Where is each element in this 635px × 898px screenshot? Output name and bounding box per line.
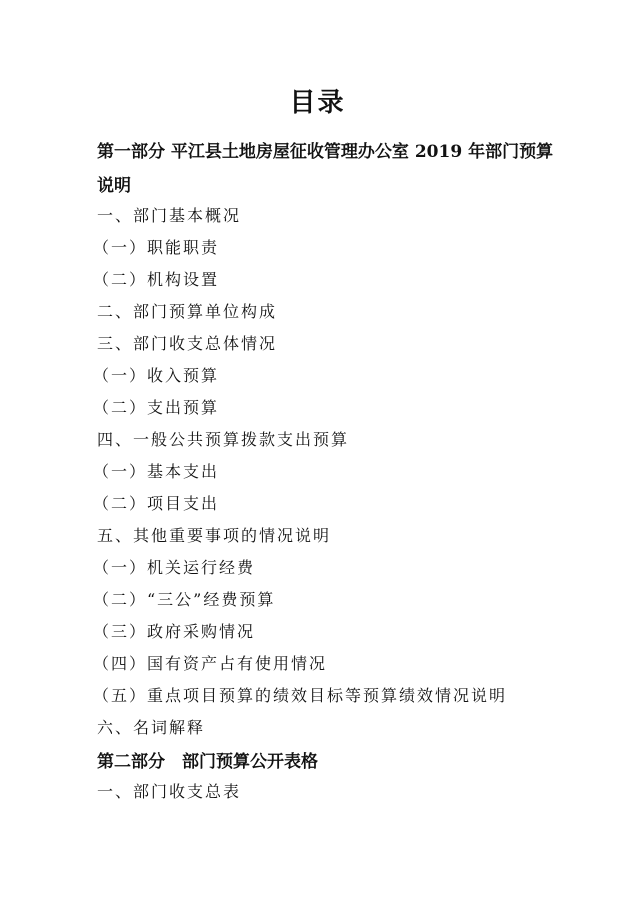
toc-item: （二）机构设置 bbox=[93, 270, 220, 289]
toc-item: （一）职能职责 bbox=[93, 238, 220, 257]
toc-title: 目录 bbox=[289, 88, 346, 118]
toc-item: （五）重点项目预算的绩效目标等预算绩效情况说明 bbox=[93, 686, 508, 705]
part1-heading-line1: 第一部分 平江县土地房屋征收管理办公室 2019 年部门预算 bbox=[97, 142, 554, 162]
toc-item: 三、部门收支总体情况 bbox=[97, 334, 278, 353]
toc-item: 一、部门收支总表 bbox=[97, 782, 242, 801]
toc-item: （一）基本支出 bbox=[93, 462, 220, 481]
toc-item: 五、其他重要事项的情况说明 bbox=[97, 526, 332, 545]
toc-item: 二、部门预算单位构成 bbox=[97, 302, 278, 321]
toc-item: （三）政府采购情况 bbox=[93, 622, 256, 641]
part2-heading: 第二部分 部门预算公开表格 bbox=[97, 752, 318, 772]
toc-item: （一）收入预算 bbox=[93, 366, 220, 385]
toc-item: （二）项目支出 bbox=[93, 494, 220, 513]
toc-item: 四、一般公共预算拨款支出预算 bbox=[97, 430, 350, 449]
toc-item: （二）支出预算 bbox=[93, 398, 220, 417]
toc-item: 六、名词解释 bbox=[97, 718, 206, 737]
toc-item: （二）“三公”经费预算 bbox=[93, 590, 276, 609]
toc-item: （一）机关运行经费 bbox=[93, 558, 256, 577]
toc-item: （四）国有资产占有使用情况 bbox=[93, 654, 328, 673]
toc-item: 一、部门基本概况 bbox=[97, 206, 242, 225]
part1-heading-line2: 说明 bbox=[97, 176, 131, 196]
